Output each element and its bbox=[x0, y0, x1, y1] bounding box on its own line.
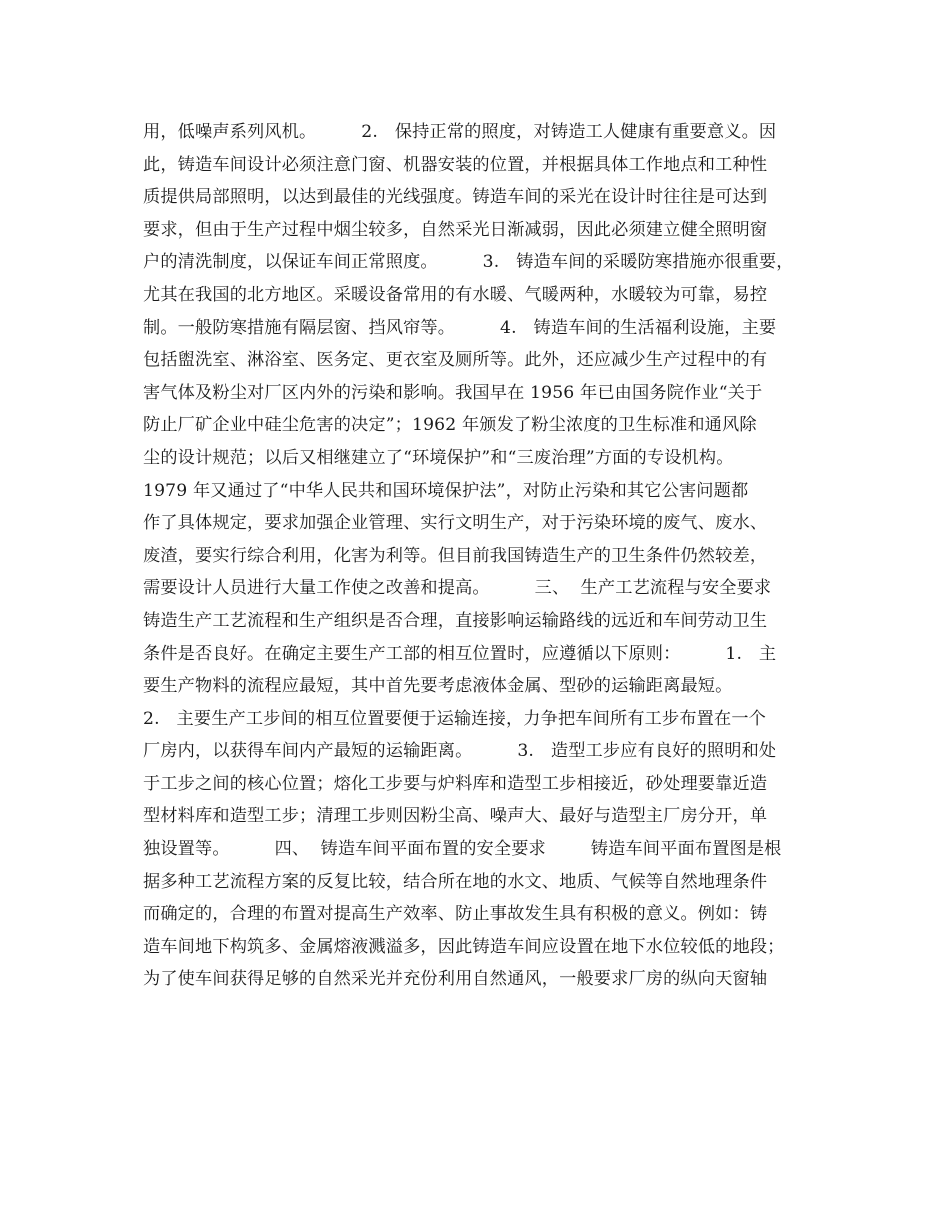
text-line: 防止厂矿企业中硅尘危害的决定”；1962 年颁发了粉尘浓度的卫生标准和通风除 bbox=[143, 415, 757, 436]
text-line: 要生产物料的流程应最短，其中首先要考虑液体金属、型砂的运输距离最短。 bbox=[143, 676, 733, 697]
text-line: 害气体及粉尘对厂区内外的污染和影响。我国早在 1956 年已由国务院作业“关于 bbox=[143, 382, 763, 403]
text-line: 户的清洗制度，以保证车间正常照度。 3. 铸造车间的采暖防寒措施亦很重要， bbox=[143, 252, 794, 273]
text-line: 需要设计人员进行大量工作使之改善和提高。 三、 生产工艺流程与安全要求 bbox=[143, 578, 772, 599]
text-line: 废渣，要实行综合利用，化害为利等。但目前我国铸造生产的卫生条件仍然较差， bbox=[143, 545, 768, 566]
text-line: 铸造生产工艺流程和生产组织是否合理，直接影响运输路线的远近和车间劳动卫生 bbox=[143, 610, 768, 631]
text-line: 作了具体规定，要求加强企业管理、实行文明生产，对于污染环境的废气、废水、 bbox=[143, 513, 768, 534]
text-line: 独设置等。 四、 铸造车间平面布置的安全要求 铸造车间平面布置图是根 bbox=[143, 839, 782, 860]
text-line: 此，铸造车间设计必须注意门窗、机器安装的位置，并根据具体工作地点和工种性 bbox=[143, 154, 768, 175]
text-line: 包括盥洗室、淋浴室、医务定、更衣室及厕所等。此外，还应减少生产过程中的有 bbox=[143, 350, 768, 371]
text-line: 尘的设计规范；以后又相继建立了“环境保护”和“三废治理”方面的专设机构。 bbox=[143, 447, 734, 468]
text-line: 2. 主要生产工步间的相互位置要便于运输连接，力争把车间所有工步布置在一个 bbox=[143, 708, 767, 729]
text-line: 制。一般防寒措施有隔层窗、挡风帘等。 4. 铸造车间的生活福利设施，主要 bbox=[143, 317, 777, 338]
body-text bbox=[143, 116, 843, 996]
text-line: 尤其在我国的北方地区。采暖设备常用的有水暖、气暖两种，水暖较为可靠，易控 bbox=[143, 284, 768, 305]
text-line: 而确定的，合理的布置对提高生产效率、防止事故发生具有积极的意义。例如：铸 bbox=[143, 904, 768, 925]
text-line: 要求，但由于生产过程中烟尘较多，自然采光日渐减弱，因此必须建立健全照明窗 bbox=[143, 219, 768, 240]
text-line: 厂房内，以获得车间内产最短的运输距离。 3. 造型工步应有良好的照明和处 bbox=[143, 741, 777, 762]
text-line: 条件是否良好。在确定主要生产工部的相互位置时，应遵循以下原则： 1. 主 bbox=[143, 643, 777, 664]
text-line: 用，低噪声系列风机。 2. 保持正常的照度，对铸造工人健康有重要意义。因 bbox=[143, 122, 777, 142]
text-line: 1979 年又通过了“中华人民共和国环境保护法”，对防止污染和其它公害问题都 bbox=[143, 480, 749, 501]
text-line: 质提供局部照明，以达到最佳的光线强度。铸造车间的采光在设计时往往是可达到 bbox=[143, 187, 768, 208]
text-line: 据多种工艺流程方案的反复比较，结合所在地的水文、地质、气候等自然地理条件 bbox=[143, 871, 768, 892]
text-line: 于工步之间的核心位置；熔化工步要与炉料库和造型工步相接近，砂处理要靠近造 bbox=[143, 773, 768, 794]
text-line: 为了使车间获得足够的自然采光并充份利用自然通风，一般要求厂房的纵向天窗轴 bbox=[143, 969, 768, 990]
text-line: 造车间地下构筑多、金属熔液溅溢多，因此铸造车间应设置在地下水位较低的地段； bbox=[143, 936, 785, 957]
text-line: 型材料库和造型工步；清理工步则因粉尘高、噪声大、最好与造型主厂房分开，单 bbox=[143, 806, 768, 827]
